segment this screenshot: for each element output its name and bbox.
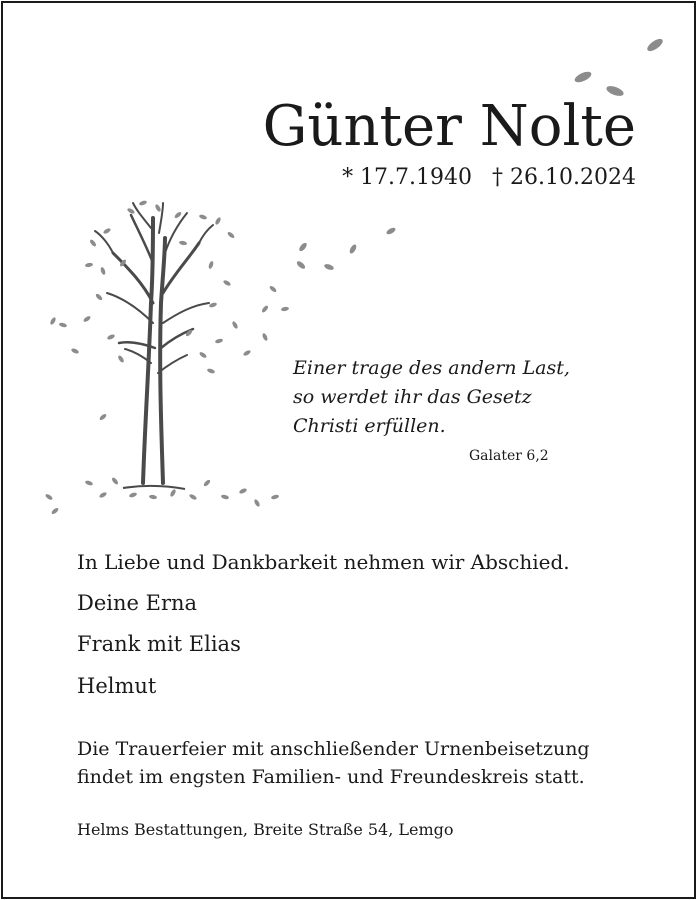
verse-reference: Galater 6,2 [469, 448, 549, 464]
verse-line: so werdet ihr das Gesetz [293, 386, 532, 408]
deceased-name: Günter Nolte [262, 94, 636, 159]
verse-line: Einer trage des andern Last, [293, 357, 570, 379]
death-date: † 26.10.2024 [492, 165, 636, 190]
undertaker-address: Helms Bestattungen, Breite Straße 54, Lemgo [77, 820, 454, 839]
birth-date: * 17.7.1940 [342, 165, 473, 190]
funeral-notice [77, 735, 590, 791]
life-dates [342, 165, 636, 190]
mourner-name: Deine Erna [77, 591, 198, 615]
bible-verse [293, 354, 570, 441]
farewell-text: In Liebe und Dankbarkeit nehmen wir Abschied. [77, 550, 570, 574]
mourner-name: Frank mit Elias [77, 632, 241, 656]
mourner-name: Helmut [77, 674, 157, 698]
funeral-line: Die Trauerfeier mit anschließender Urnenbeisetzung [77, 738, 590, 760]
funeral-line: findet im engsten Familien- und Freundeskreis statt. [77, 766, 585, 788]
tree-trunk-icon [95, 203, 213, 483]
obituary-card [1, 1, 696, 899]
verse-line: Christi erfüllen. [293, 415, 446, 437]
